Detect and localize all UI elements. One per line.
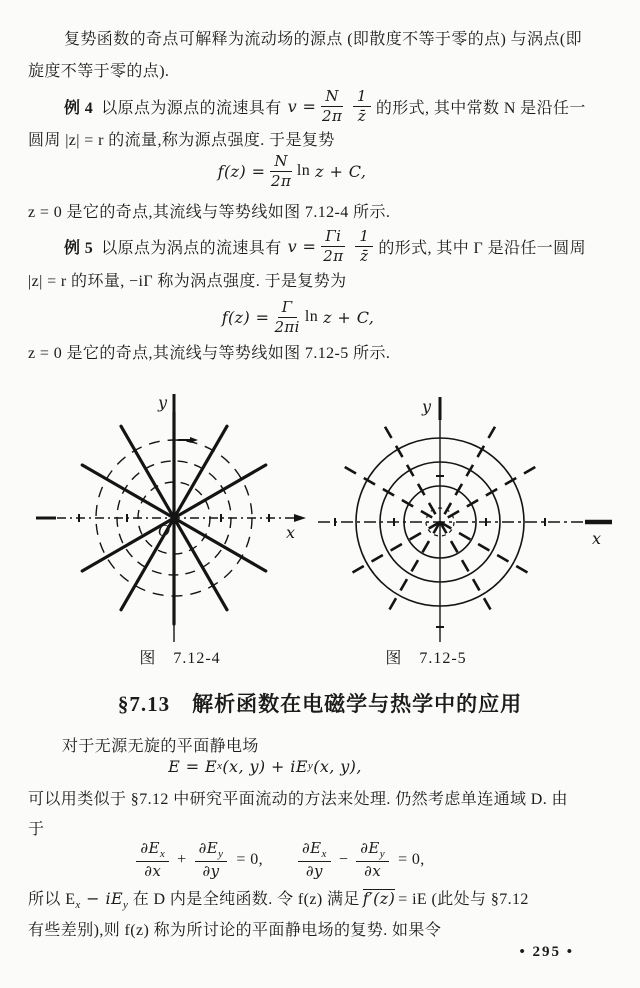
example4-text: 的形式, 其中常数 N 是沿任一 bbox=[375, 99, 586, 117]
closing-line-2: 有些差别),则 f(z) 称为所讨论的平面静电场的复势. 如果令 bbox=[28, 922, 442, 939]
y-axis-label: y bbox=[422, 397, 432, 416]
example5-text: 以原点为涡点的流速具有 bbox=[101, 239, 282, 257]
figure-caption-1: 图 7.12-4 bbox=[139, 650, 221, 667]
origin-label: O bbox=[158, 522, 171, 540]
example5-text: 的形式, 其中 Γ 是沿任一圆周 bbox=[378, 239, 586, 257]
x-axis-label: x bbox=[592, 529, 602, 548]
fraction: $\frac{N}{2\pi}$ bbox=[322, 87, 343, 125]
display-formula-2: f(z) = $\frac{\Gamma}{2\pi i}$ ln z + C, bbox=[221, 298, 375, 336]
y-axis-label: y bbox=[158, 393, 168, 412]
section-heading: §7.13 解析函数在电磁学与热学中的应用 bbox=[117, 692, 523, 716]
section-line: 可以用类似于 §7.12 中研究平面流动的方法来处理. 仍然考虑单连通域 D. 由 bbox=[28, 791, 568, 808]
fraction: $\frac{\partial E_y}{\partial x}$ bbox=[356, 840, 389, 880]
example5-label: 例 5 bbox=[64, 239, 94, 257]
fraction: $\frac{\partial E_y}{\partial y}$ bbox=[195, 840, 228, 880]
example5-line2: |z| = r 的环量, −iΓ 称为涡点强度. 于是复势为 bbox=[28, 273, 347, 290]
fraction: $\frac{1}{z̄}$ bbox=[355, 228, 373, 264]
figure-caption-2: 图 7.12-5 bbox=[385, 650, 467, 667]
section-line: 于 bbox=[28, 821, 45, 838]
paragraph-line: 旋度不等于零的点). bbox=[28, 63, 170, 80]
fraction: $\frac{\Gamma}{2\pi i}$ bbox=[274, 298, 300, 336]
example4-label: 例 4 bbox=[64, 99, 94, 117]
fraction: $\frac{\partial E_x}{\partial y}$ bbox=[298, 840, 331, 880]
display-formula-1: f(z) = $\frac{N}{2\pi}$ ln z + C, bbox=[217, 152, 367, 190]
example4-line1 bbox=[64, 84, 586, 128]
x-axis-arrow bbox=[294, 514, 306, 522]
figure-7-12-4 bbox=[34, 388, 320, 643]
fraction: $\frac{\partial E_x}{\partial x}$ bbox=[136, 840, 169, 880]
example5-line1 bbox=[64, 224, 586, 268]
fraction: $\frac{1}{z̄}$ bbox=[353, 88, 371, 124]
closing-line-1: 所以 $E_x - iE_y$ 在 D 内是全纯函数. 令 f(z) 满足 f′(z) = iE (此处与 §7.12 bbox=[28, 889, 529, 911]
singularity-line-1: z = 0 是它的奇点,其流线与等势线如图 7.12-4 所示. bbox=[28, 204, 391, 221]
example4-line2: 圆周 |z| = r 的流量,称为源点强度. 于是复势 bbox=[28, 132, 335, 149]
page-number: • 295 • bbox=[519, 944, 574, 960]
section-line: 对于无源无旋的平面静电场 bbox=[62, 738, 259, 755]
field-equation: E = E x (x, y) + iE y (x, y), bbox=[168, 756, 362, 776]
velocity-eq: v = bbox=[287, 96, 317, 116]
fraction: $\frac{\Gamma i}{2\pi}$ bbox=[323, 227, 344, 265]
example4-text: 以原点为源点的流速具有 bbox=[101, 99, 282, 117]
overline-f-prime: f′(z) bbox=[362, 889, 396, 908]
fraction: $\frac{N}{2\pi}$ bbox=[271, 152, 292, 190]
pde-equations: $\frac{\partial E_x}{\partial x}$ + $\frac{\partial E_y}{\partial y}$ = 0, $\frac{\partial E_x}{\partial y}$ − $\frac{\partial E_y}{\partial x}$ = 0, bbox=[0, 836, 560, 884]
paragraph-line: 复势函数的奇点可解释为流动场的源点 (即散度不等于零的点) 与涡点(即 bbox=[64, 31, 582, 48]
x-axis-label: x bbox=[286, 523, 296, 542]
velocity-eq: v = bbox=[287, 236, 317, 256]
singularity-line-2: z = 0 是它的奇点,其流线与等势线如图 7.12-5 所示. bbox=[28, 345, 391, 362]
figure-7-12-5 bbox=[318, 390, 614, 642]
